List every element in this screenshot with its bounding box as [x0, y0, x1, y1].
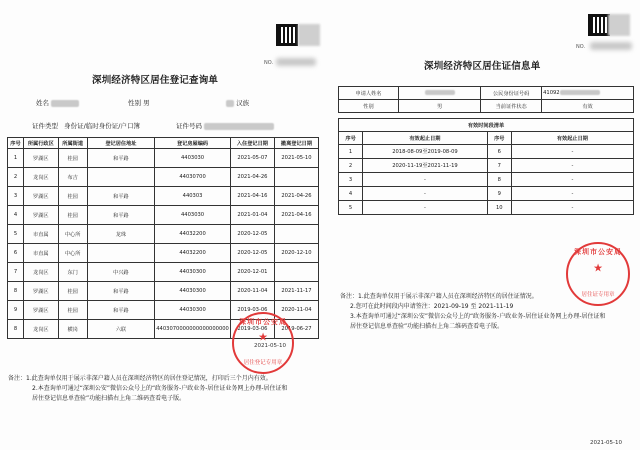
gender-label: 性别: [339, 100, 399, 113]
note-line: 3.本查询单可通过“深圳公安”微信公众号上的“政务服务-户政业务-居住证业务网上办理-居住证和: [350, 313, 606, 320]
table-cell: 4403070000000000000000: [155, 320, 231, 339]
qr-code-blurred: [298, 24, 320, 46]
table-cell: 龙岗区: [23, 263, 58, 282]
serial-number-label: NO.: [576, 44, 586, 50]
star-icon: ★: [593, 261, 603, 275]
table-row: [339, 201, 634, 215]
table-cell: 1: [339, 145, 363, 159]
table-cell: 9: [8, 301, 24, 320]
table-row: [8, 187, 319, 206]
table-cell: 2020-12-10: [274, 244, 318, 263]
table-row: [339, 173, 634, 187]
table-cell: 3: [8, 187, 24, 206]
note-line: 居住登记信息单查验”功能扫描右上角二维码查看电子版。: [32, 395, 186, 402]
table-cell: 2021-04-26: [230, 168, 274, 187]
table-cell: 44032200: [155, 225, 231, 244]
name-field: [36, 98, 79, 107]
col-header: 序号: [8, 138, 24, 149]
gender-value: 男: [398, 100, 480, 113]
table-cell: 六联: [87, 320, 155, 339]
col-header: 序号: [339, 132, 363, 145]
table-cell: 2021-04-26: [274, 187, 318, 206]
col-header: 有效起止日期: [511, 132, 633, 145]
table-cell: 2: [339, 159, 363, 173]
table-cell: 2019-03-06: [230, 320, 274, 339]
serial-number-label: NO.: [264, 60, 274, 66]
id-type-value: 身份证/临时身份证/户口簿: [64, 122, 140, 130]
id-type-field: [32, 121, 140, 130]
gender-field: [128, 98, 150, 107]
table-cell: 2020-12-05: [230, 244, 274, 263]
table-cell: 9: [487, 187, 511, 201]
stamp-date: 2021-05-10: [590, 440, 622, 446]
table-row: [8, 244, 319, 263]
registration-table: [7, 137, 319, 339]
validity-table: [338, 118, 634, 215]
stamp-sub-text: 居住登记专用章: [243, 360, 283, 366]
table-cell: [274, 168, 318, 187]
table-cell: 和平路: [87, 187, 155, 206]
id-number-redacted: [560, 90, 600, 95]
note-line: 备注：1.此查询单仅用于展示非深户籍人员在深圳经济特区的居住登记情况，打印后三个月内有效。: [8, 375, 272, 382]
col-header: 入住登记日期: [230, 138, 274, 149]
table-cell: 龙岗区: [23, 168, 58, 187]
col-header: 有效起止日期: [363, 132, 488, 145]
table-cell: -: [363, 201, 488, 215]
applicant-name-label: 申请人姓名: [339, 87, 399, 100]
info-row: [339, 87, 634, 100]
table-row: [8, 225, 319, 244]
qr-code-blurred: [608, 14, 630, 36]
table-cell: 7: [487, 159, 511, 173]
col-header: 登记房屋编码: [155, 138, 231, 149]
table-cell: 2019-06-27: [274, 320, 318, 339]
table-cell: [87, 168, 155, 187]
star-icon: ★: [258, 330, 268, 344]
table-cell: 4403030: [155, 206, 231, 225]
table-row: [8, 263, 319, 282]
table-cell: 1: [8, 149, 24, 168]
table-cell: 罗湖区: [23, 301, 58, 320]
table-cell: 罗湖区: [23, 187, 58, 206]
qr-code-icon: [276, 24, 298, 46]
stamp-ring-text: 深圳市公安局: [239, 318, 287, 326]
table-cell: 市直属: [23, 225, 58, 244]
table-cell: 2021-04-16: [230, 187, 274, 206]
table-cell: 东门: [58, 263, 87, 282]
table-cell: 和平路: [87, 301, 155, 320]
table-cell: 2020-11-04: [230, 282, 274, 301]
table-row: [8, 282, 319, 301]
table-cell: 中兴路: [87, 263, 155, 282]
note-line: 2.您可在此时间段内申请签注：2021-09-19 至 2021-11-19: [350, 303, 514, 310]
table-cell: 布吉: [58, 168, 87, 187]
table-cell: -: [511, 159, 633, 173]
table-cell: 440303: [155, 187, 231, 206]
name-label: 姓名: [36, 99, 49, 107]
col-header: 所属行政区: [23, 138, 58, 149]
note-line: 备注：1.此查询单仅用于展示非深户籍人员在深圳经济特区的居住证情况。: [340, 293, 538, 300]
table-row: [8, 149, 319, 168]
table-cell: 龙岗区: [23, 320, 58, 339]
info-row: [339, 100, 634, 113]
table-cell: 4: [8, 206, 24, 225]
id-number-prefix: 41092: [543, 90, 560, 96]
table-cell: 市直属: [23, 244, 58, 263]
table-cell: 桂园: [58, 282, 87, 301]
ethnicity-value: 汉族: [236, 99, 250, 107]
id-number-value: [542, 87, 634, 100]
id-number-label: 公民身份证号码: [481, 87, 542, 100]
id-number-label: 证件号码: [176, 122, 202, 130]
gender-label: 性别: [128, 99, 141, 107]
validity-section-title: 有效时间段清单: [339, 119, 634, 132]
note-line: 2.本查询单可通过“深圳公安”微信公众号上的“政务服务-户政业务-居住证业务网上办理-居住证和: [32, 385, 288, 392]
status-value: 有效: [542, 100, 634, 113]
table-cell: 2020-12-01: [230, 263, 274, 282]
stamp-date: 2021-05-10: [254, 343, 286, 349]
table-row: [339, 159, 634, 173]
table-cell: 中心所: [58, 225, 87, 244]
gender-value: 男: [143, 99, 150, 107]
table-cell: 2021-05-07: [230, 149, 274, 168]
table-cell: 龙珠: [87, 225, 155, 244]
table-cell: 2020-12-05: [230, 225, 274, 244]
col-header: 序号: [487, 132, 511, 145]
table-cell: 2019-03-06: [230, 301, 274, 320]
stamp-sub-text: 居住证专用章: [581, 292, 615, 298]
table-cell: 6: [8, 244, 24, 263]
table-cell: 44032200: [155, 244, 231, 263]
table-row: [8, 206, 319, 225]
table-cell: 和平路: [87, 282, 155, 301]
official-stamp: [566, 242, 630, 306]
qr-code-icon: [588, 14, 610, 36]
table-cell: 桂园: [58, 187, 87, 206]
table-cell: 2021-05-10: [274, 149, 318, 168]
table-row: [339, 145, 634, 159]
serial-number-redacted: [590, 42, 632, 50]
table-cell: 5: [8, 225, 24, 244]
table-row: [8, 168, 319, 187]
table-cell: 8: [487, 173, 511, 187]
validity-header-row: [339, 132, 634, 145]
table-cell: 5: [339, 201, 363, 215]
table-cell: 2: [8, 168, 24, 187]
table-cell: -: [363, 173, 488, 187]
table-cell: 2020-11-19至2021-11-19: [363, 159, 488, 173]
applicant-name-value: [398, 87, 480, 100]
ethnicity-label-redacted: [226, 100, 234, 107]
table-cell: 6: [487, 145, 511, 159]
table-cell: 2018-08-09至2019-08-09: [363, 145, 488, 159]
table-cell: 2021-01-04: [230, 206, 274, 225]
table-cell: 罗湖区: [23, 282, 58, 301]
page-title: 深圳经济特区居住登记查询单: [92, 75, 219, 86]
table-row: [339, 187, 634, 201]
id-number-redacted: [204, 123, 274, 130]
ethnicity-field: [226, 98, 249, 107]
table-cell: 44030300: [155, 282, 231, 301]
table-cell: 44030300: [155, 301, 231, 320]
table-cell: 7: [8, 263, 24, 282]
table-cell: 中心所: [58, 244, 87, 263]
table-cell: 桂园: [58, 206, 87, 225]
notes: [8, 374, 324, 404]
table-cell: 桂园: [58, 149, 87, 168]
table-header-row: [8, 138, 319, 149]
table-cell: 罗湖区: [23, 206, 58, 225]
table-cell: 4403030: [155, 149, 231, 168]
table-cell: [274, 263, 318, 282]
table-cell: [274, 225, 318, 244]
table-cell: [87, 244, 155, 263]
col-header: 所属街道: [58, 138, 87, 149]
table-cell: 3: [339, 173, 363, 187]
col-header: 登记居住地址: [87, 138, 155, 149]
table-cell: -: [363, 187, 488, 201]
table-cell: -: [511, 173, 633, 187]
table-cell: -: [511, 201, 633, 215]
table-cell: 桂园: [58, 301, 87, 320]
serial-number-redacted: [276, 58, 316, 66]
status-label: 当前证件状态: [481, 100, 542, 113]
table-cell: -: [511, 187, 633, 201]
table-cell: -: [511, 145, 633, 159]
stamp-ring-text: 深圳市公安局: [574, 248, 622, 256]
table-cell: 和平路: [87, 149, 155, 168]
table-cell: 10: [487, 201, 511, 215]
table-cell: 2020-11-04: [274, 301, 318, 320]
table-cell: 罗湖区: [23, 149, 58, 168]
applicant-name-redacted: [425, 90, 455, 95]
table-cell: 8: [8, 320, 24, 339]
table-cell: 2021-04-16: [274, 206, 318, 225]
validity-section-row: [339, 119, 634, 132]
table-cell: 4: [339, 187, 363, 201]
table-cell: 2021-11-17: [274, 282, 318, 301]
table-cell: 和平路: [87, 206, 155, 225]
id-type-label: 证件类型: [32, 122, 58, 130]
table-cell: 8: [8, 282, 24, 301]
id-number-field: [176, 121, 274, 130]
col-header: 撤离登记日期: [274, 138, 318, 149]
table-cell: 44030700: [155, 168, 231, 187]
page-title: 深圳经济特区居住证信息单: [424, 61, 541, 72]
table-cell: 44030300: [155, 263, 231, 282]
applicant-info-table: [338, 86, 634, 113]
table-cell: 横岗: [58, 320, 87, 339]
note-line: 居住登记信息单查验”功能扫描右上角二维码查看电子版。: [350, 323, 504, 330]
name-redacted: [51, 100, 79, 107]
residence-permit-info-sheet: [328, 0, 640, 450]
